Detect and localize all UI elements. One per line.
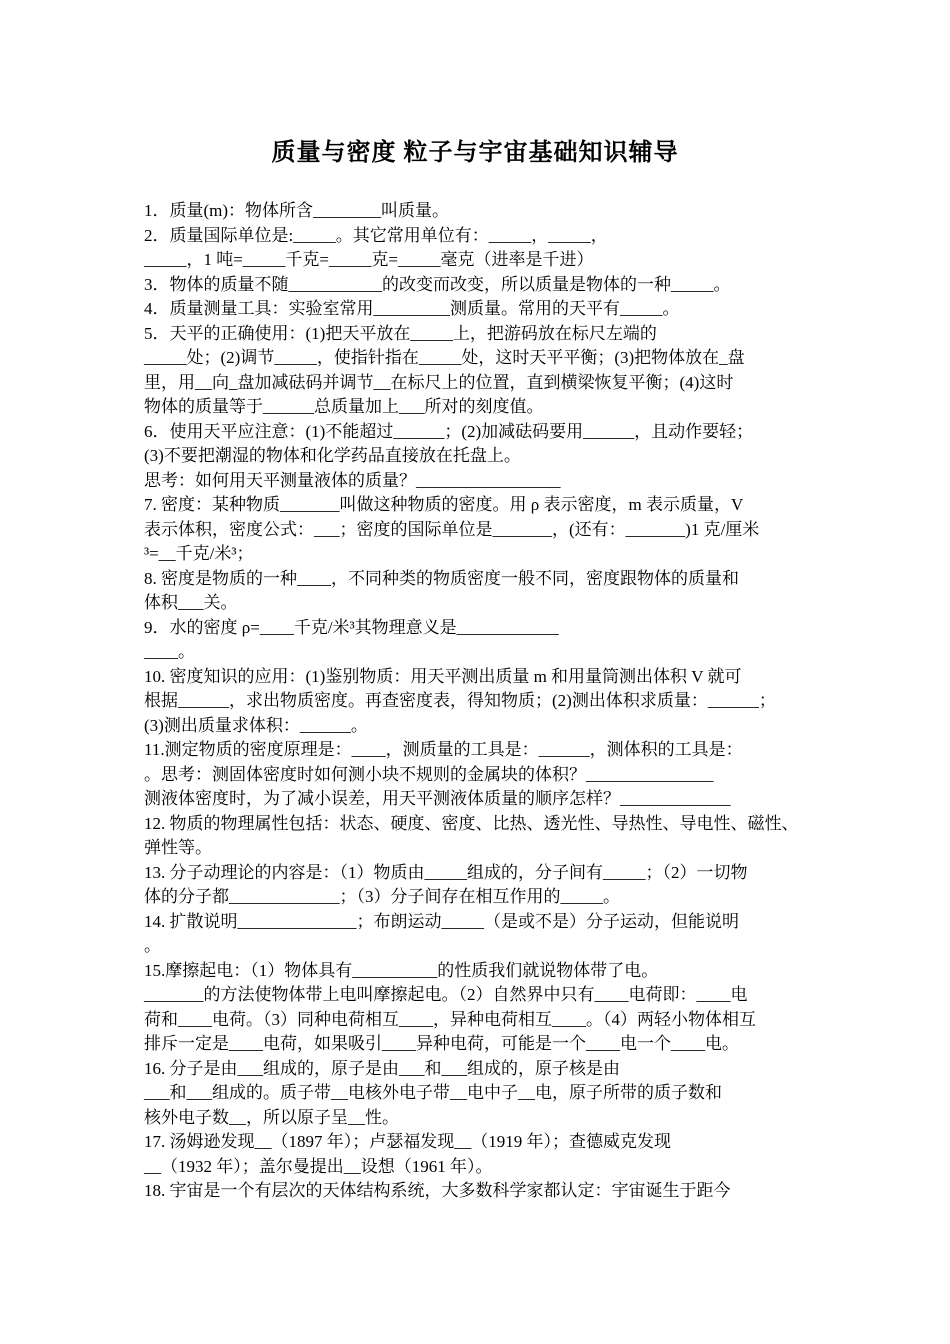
text-line: (3)不要把潮湿的物体和化学药品直接放在托盘上。	[144, 446, 521, 465]
text-line: ____。	[144, 642, 195, 661]
text-line: 2．质量国际单位是:_____。其它常用单位有：_____，_____，	[144, 225, 608, 245]
text-line: 5．天平的正确使用：(1)把天平放在_____上，把游码放在标尺左端的	[144, 323, 657, 343]
text-line: 10. 密度知识的应用：(1)鉴别物质：用天平测出质量 m 和用量筒测出体积 V 就可	[144, 666, 742, 686]
document-body	[144, 199, 812, 1204]
text-line: (3)测出质量求体积：______。	[144, 715, 368, 735]
text-line: 11.测定物质的密度原理是：____，测质量的工具是：______，测体积的工具是：	[144, 740, 743, 759]
text-line: 物体的质量等于______总质量加上___所对的刻度值。	[144, 397, 544, 416]
text-line: 13. 分子动理论的内容是：（1）物质由_____组成的，分子间有_____；（2）一切物	[144, 862, 748, 882]
text-line: 荷和____电荷。（3）同种电荷相互____，异种电荷相互____。（4）两轻小物体相互	[144, 1009, 756, 1029]
text-line: 。	[144, 936, 161, 955]
text-line: 17. 汤姆逊发现__（1897 年）；卢瑟福发现__（1919 年）；查德威克发现	[144, 1132, 671, 1151]
text-line: 9．水的密度 ρ=____千克/米³其物理意义是____________	[144, 617, 559, 637]
text-line: 弹性等。	[144, 838, 212, 857]
text-line: 8. 密度是物质的一种____，不同种类的物质密度一般不同，密度跟物体的质量和	[144, 568, 739, 588]
text-line: 7. 密度：某种物质_______叫做这种物质的密度。用 ρ 表示密度，m 表示质量，V	[144, 495, 744, 514]
text-line: ³=__千克/米³；	[144, 544, 254, 563]
text-line: 6．使用天平应注意：(1)不能超过______；(2)加减砝码要用______，且动作要轻；	[144, 421, 754, 441]
text-line: 里，用__向_盘加减砝码并调节__在标尺上的位置，直到横梁恢复平衡；(4)这时	[144, 372, 734, 392]
page-title: 质量与密度 粒子与宇宙基础知识辅导	[271, 140, 679, 166]
text-line: ___和___组成的。质子带__电核外电子带__电中子__电，原子所带的质子数和	[144, 1083, 722, 1102]
text-line: _____处；(2)调节_____，使指针指在_____处，这时天平平衡；(3)把物体放在_盘	[144, 348, 745, 367]
text-line: 1．质量(m)：物体所含________叫质量。	[144, 201, 450, 220]
text-line: 测液体密度时，为了减小误差，用天平测液体质量的顺序怎样？_____________	[144, 789, 731, 808]
text-line: 3．物体的质量不随___________的改变而改变，所以质量是物体的一种_____。	[144, 274, 731, 294]
text-line: _____，1 吨=_____千克=_____克=_____毫克（进率是千进）	[144, 250, 594, 269]
text-line: 根据______，求出物质密度。再查密度表，得知物质；(2)测出体积求质量：______；	[144, 691, 776, 710]
text-line: 16. 分子是由___组成的，原子是由___和___组成的，原子核是由	[144, 1058, 620, 1078]
text-line: 排斥一定是____电荷，如果吸引____异种电荷，可能是一个____电一个____电。	[144, 1034, 739, 1053]
text-line: 12. 物质的物理属性包括：状态、硬度、密度、比热、透光性、导热性、导电性、磁性、	[144, 813, 799, 833]
text-line: 表示体积，密度公式：___；密度的国际单位是_______，(还有：_______)1 克/厘米	[144, 519, 760, 539]
text-line: 14. 扩散说明______________；布朗运动_____（是或不是）分子运动，但能说明	[144, 911, 739, 931]
text-line: 体的分子都_____________；（3）分子间存在相互作用的_____。	[144, 887, 620, 906]
text-line: _______的方法使物体带上电叫摩擦起电。（2）自然界中只有____电荷即：____电	[144, 985, 748, 1004]
text-line: 4．质量测量工具：实验室常用_________测质量。常用的天平有_____。	[144, 299, 680, 318]
text-line: 。思考：测固体密度时如何测小块不规则的金属块的体积？_______________	[144, 764, 714, 784]
text-line: 核外电子数__，所以原子呈__性。	[144, 1107, 399, 1127]
text-line: 思考：如何用天平测量液体的质量？_________________	[144, 470, 561, 490]
text-line: 体积___关。	[144, 593, 238, 612]
text-line: 18. 宇宙是一个有层次的天体结构系统，大多数科学家都认定：宇宙诞生于距今	[144, 1181, 731, 1200]
text-line: __（1932 年）；盖尔曼提出__设想（1961 年）。	[144, 1156, 493, 1176]
text-line: 15.摩擦起电：（1）物体具有__________的性质我们就说物体带了电。	[144, 960, 659, 980]
